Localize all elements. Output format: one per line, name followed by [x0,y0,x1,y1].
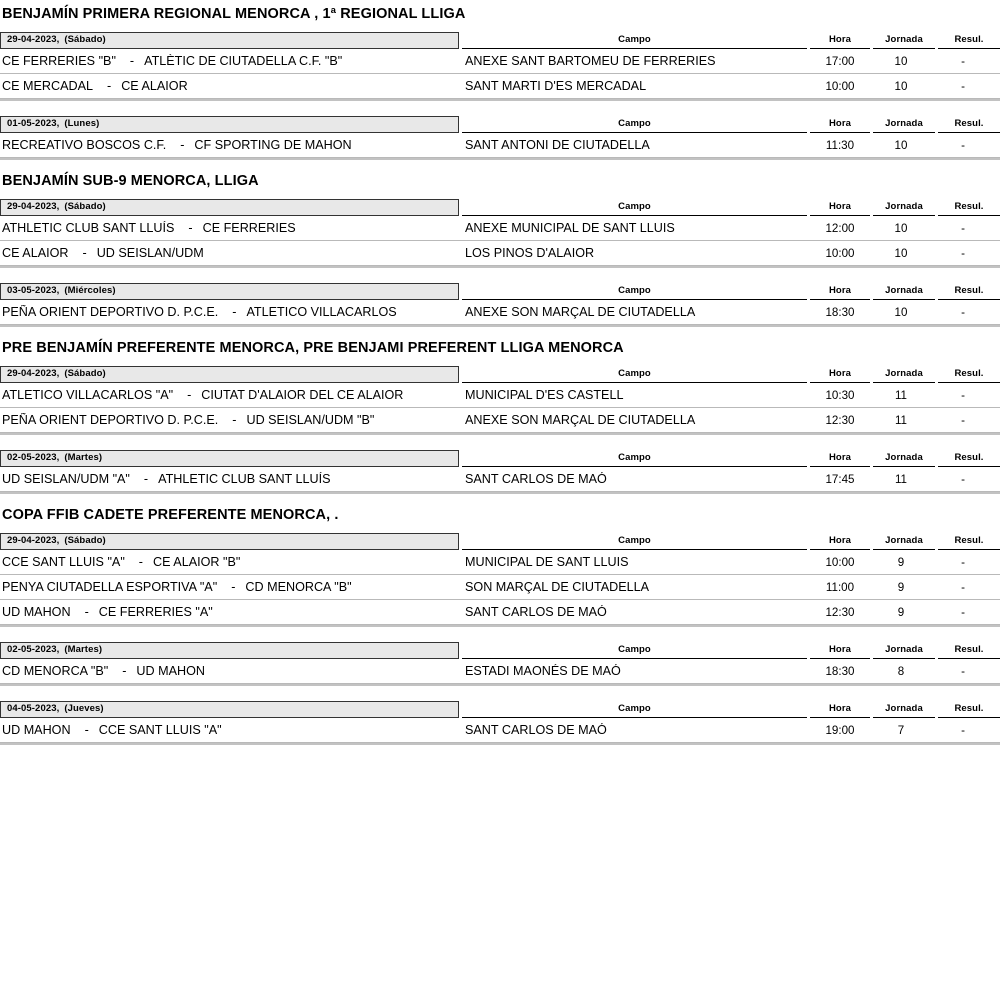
home-team: RECREATIVO BOSCOS C.F. [2,138,167,152]
table-row [0,241,1000,266]
match-venue-cell: ANEXE SON MARÇAL DE CIUTADELLA [465,305,696,319]
table-row [0,216,1000,241]
date-text: 29-04-2023, [7,368,60,379]
date-box [0,701,459,718]
versus-separator: - [231,580,236,594]
column-headers [459,32,1000,49]
home-team: ATHLETIC CLUB SANT LLUÍS [2,221,175,235]
competition-section [0,495,1000,746]
day-group [0,641,1000,687]
match-teams-cell [0,723,462,737]
day-group [0,365,1000,436]
match-time-cell: 10:30 [825,388,855,402]
weekday-text: (Miércoles) [64,285,116,296]
match-time-cell: 12:00 [825,221,855,235]
column-header-jornada: Jornada [873,283,935,300]
day-header-row [0,115,1000,133]
match-time-cell: 12:30 [825,413,855,427]
versus-separator: - [232,305,237,319]
match-time-cell: 18:30 [825,664,855,678]
match-time-cell: 17:45 [825,472,855,486]
match-result-cell: - [961,388,965,402]
match-result-cell: - [961,79,965,93]
column-header-jornada: Jornada [873,199,935,216]
away-team: CE ALAIOR [121,79,188,93]
match-time-cell: 11:00 [825,580,855,594]
versus-separator: - [187,388,192,402]
spacer [0,269,1000,282]
column-header-resultado: Resul. [938,32,1000,49]
date-text: 01-05-2023, [7,118,60,129]
match-venue-cell: SANT ANTONI DE CIUTADELLA [465,138,650,152]
column-header-jornada: Jornada [873,701,935,718]
match-teams-cell [0,580,462,594]
match-teams-cell [0,605,462,619]
date-text: 03-05-2023, [7,285,60,296]
weekday-text: (Lunes) [64,118,100,129]
match-teams-cell [0,664,462,678]
home-team: CCE SANT LLUIS "A" [2,555,125,569]
column-header-jornada: Jornada [873,642,935,659]
match-teams-cell [0,472,462,486]
match-matchday-cell: 9 [897,605,905,619]
home-team: PEÑA ORIENT DEPORTIVO D. P.C.E. [2,413,219,427]
match-teams-cell [0,246,462,260]
table-row [0,575,1000,600]
match-venue-cell: MUNICIPAL DE SANT LLUIS [465,555,629,569]
day-header-row [0,31,1000,49]
match-matchday-cell: 10 [894,221,908,235]
date-box [0,199,459,216]
group-bottom-divider [0,325,1000,328]
column-header-hora: Hora [810,199,870,216]
match-teams-cell [0,79,462,93]
away-team: CIUTAT D'ALAIOR DEL CE ALAIOR [201,388,404,402]
match-teams-cell [0,138,462,152]
match-result-cell: - [961,580,965,594]
match-result-cell: - [961,305,965,319]
date-box [0,116,459,133]
match-teams-cell [0,413,462,427]
weekday-text: (Sábado) [64,368,106,379]
column-header-resultado: Resul. [938,450,1000,467]
competition-section [0,161,1000,328]
competition-title: PRE BENJAMÍN PREFERENTE MENORCA, PRE BENJAMI PREFERENT LLIGA MENORCA [2,340,624,356]
match-venue-cell: SANT CARLOS DE MAÓ [465,723,607,737]
match-matchday-cell: 11 [894,472,908,486]
day-group [0,198,1000,269]
match-matchday-cell: 9 [897,580,905,594]
versus-separator: - [84,723,89,737]
table-row [0,408,1000,433]
competition-title: BENJAMÍN SUB-9 MENORCA, LLIGA [2,173,259,189]
match-matchday-cell: 10 [894,246,908,260]
group-bottom-divider [0,266,1000,269]
group-bottom-divider [0,433,1000,436]
home-team: UD MAHON [2,605,71,619]
table-row [0,74,1000,99]
spacer [0,191,1000,198]
column-header-hora: Hora [810,366,870,383]
match-venue-cell: SANT CARLOS DE MAÓ [465,472,607,486]
match-matchday-cell: 10 [894,79,908,93]
group-bottom-divider [0,99,1000,102]
column-headers [459,450,1000,467]
match-teams-cell [0,221,462,235]
versus-separator: - [188,221,193,235]
column-header-hora: Hora [810,450,870,467]
date-box [0,642,459,659]
date-text: 04-05-2023, [7,703,60,714]
spacer [0,24,1000,31]
column-header-campo: Campo [462,32,807,49]
day-header-row [0,641,1000,659]
column-headers [459,283,1000,300]
column-headers [459,366,1000,383]
column-headers [459,116,1000,133]
versus-separator: - [106,79,112,93]
match-venue-cell: LOS PINOS D'ALAIOR [465,246,595,260]
column-header-campo: Campo [462,533,807,550]
column-header-campo: Campo [462,642,807,659]
versus-separator: - [82,246,87,260]
spacer [0,358,1000,365]
away-team: CE ALAIOR "B" [153,555,241,569]
weekday-text: (Sábado) [64,201,106,212]
match-matchday-cell: 9 [897,555,905,569]
column-header-jornada: Jornada [873,32,935,49]
match-time-cell: 19:00 [825,723,855,737]
column-header-jornada: Jornada [873,366,935,383]
group-bottom-divider [0,158,1000,161]
group-bottom-divider [0,625,1000,628]
table-row [0,659,1000,684]
match-teams-cell [0,54,462,68]
home-team: CD MENORCA "B" [2,664,109,678]
versus-separator: - [180,138,185,152]
spacer [0,687,1000,700]
table-row [0,467,1000,492]
match-matchday-cell: 11 [894,388,908,402]
home-team: CE MERCADAL [2,79,93,93]
match-venue-cell: ANEXE SON MARÇAL DE CIUTADELLA [465,413,696,427]
column-header-resultado: Resul. [938,642,1000,659]
match-matchday-cell: 10 [894,305,908,319]
column-header-campo: Campo [462,701,807,718]
match-venue-cell: MUNICIPAL D'ES CASTELL [465,388,624,402]
competition-title: BENJAMÍN PRIMERA REGIONAL MENORCA , 1ª REGIONAL LLIGA [2,6,466,22]
column-header-hora: Hora [810,701,870,718]
away-team: CE FERRERIES "A" [98,605,213,619]
table-row [0,718,1000,743]
match-result-cell: - [961,138,965,152]
date-box [0,32,459,49]
column-header-jornada: Jornada [873,116,935,133]
weekday-text: (Martes) [64,452,103,463]
day-header-row [0,282,1000,300]
weekday-text: (Sábado) [64,535,106,546]
match-venue-cell: ANEXE SANT BARTOMEU DE FERRERIES [465,54,716,68]
match-teams-cell [0,388,462,402]
match-result-cell: - [961,54,965,68]
day-group [0,700,1000,746]
versus-separator: - [122,664,127,678]
match-time-cell: 10:00 [825,555,855,569]
table-row [0,383,1000,408]
home-team: CE FERRERIES "B" [2,54,116,68]
column-headers [459,701,1000,718]
versus-separator: - [138,555,143,569]
away-team: CE FERRERIES [202,221,296,235]
group-bottom-divider [0,492,1000,495]
match-venue-cell: ESTADI MAONÉS DE MAÓ [465,664,621,678]
versus-separator: - [232,413,237,427]
match-venue-cell: ANEXE MUNICIPAL DE SANT LLUIS [465,221,675,235]
day-group [0,282,1000,328]
match-result-cell: - [961,246,965,260]
home-team: PEÑA ORIENT DEPORTIVO D. P.C.E. [2,305,219,319]
away-team: UD SEISLAN/UDM [96,246,204,260]
match-time-cell: 10:00 [825,79,855,93]
versus-separator: - [143,472,149,486]
table-row [0,550,1000,575]
column-header-campo: Campo [462,283,807,300]
column-header-hora: Hora [810,642,870,659]
match-venue-cell: SANT CARLOS DE MAÓ [465,605,607,619]
away-team: UD SEISLAN/UDM "B" [246,413,375,427]
date-box [0,283,459,300]
date-text: 02-05-2023, [7,452,60,463]
home-team: ATLETICO VILLACARLOS "A" [2,388,174,402]
weekday-text: (Jueves) [64,703,104,714]
date-text: 02-05-2023, [7,644,60,655]
match-result-cell: - [961,664,965,678]
competition-section [0,328,1000,495]
date-text: 29-04-2023, [7,34,60,45]
date-box [0,533,459,550]
match-matchday-cell: 10 [894,138,908,152]
table-row [0,49,1000,74]
day-header-row [0,365,1000,383]
spacer [0,161,1000,171]
date-text: 29-04-2023, [7,535,60,546]
column-header-resultado: Resul. [938,116,1000,133]
match-result-cell: - [961,413,965,427]
match-matchday-cell: 11 [894,413,908,427]
table-row [0,133,1000,158]
match-venue-cell: SON MARÇAL DE CIUTADELLA [465,580,650,594]
spacer [0,102,1000,115]
spacer [0,495,1000,505]
match-time-cell: 18:30 [825,305,855,319]
column-headers [459,642,1000,659]
column-headers [459,533,1000,550]
day-header-row [0,532,1000,550]
away-team: CCE SANT LLUIS "A" [98,723,222,737]
column-header-jornada: Jornada [873,533,935,550]
date-box [0,450,459,467]
competition-section [0,0,1000,161]
match-result-cell: - [961,555,965,569]
match-time-cell: 10:00 [825,246,855,260]
spacer [0,628,1000,641]
day-group [0,532,1000,628]
match-teams-cell [0,305,462,319]
match-matchday-cell: 7 [897,723,905,737]
match-result-cell: - [961,221,965,235]
group-bottom-divider [0,684,1000,687]
column-header-resultado: Resul. [938,701,1000,718]
match-result-cell: - [961,723,965,737]
versus-separator: - [129,54,135,68]
home-team: UD SEISLAN/UDM "A" [2,472,130,486]
column-header-resultado: Resul. [938,199,1000,216]
date-text: 29-04-2023, [7,201,60,212]
column-header-hora: Hora [810,116,870,133]
date-box [0,366,459,383]
home-team: PENYA CIUTADELLA ESPORTIVA "A" [2,580,218,594]
column-header-campo: Campo [462,450,807,467]
day-group [0,449,1000,495]
match-matchday-cell: 8 [897,664,905,678]
column-header-resultado: Resul. [938,366,1000,383]
column-header-campo: Campo [462,366,807,383]
match-result-cell: - [961,472,965,486]
day-group [0,115,1000,161]
away-team: CD MENORCA "B" [245,580,352,594]
match-time-cell: 17:00 [825,54,855,68]
match-venue-cell: SANT MARTI D'ES MERCADAL [465,79,647,93]
away-team: UD MAHON [136,664,205,678]
day-group [0,31,1000,102]
away-team: ATLÈTIC DE CIUTADELLA C.F. "B" [144,54,343,68]
day-header-row [0,449,1000,467]
table-row [0,600,1000,625]
away-team: CF SPORTING DE MAHON [194,138,352,152]
match-matchday-cell: 10 [894,54,908,68]
column-header-campo: Campo [462,199,807,216]
column-header-hora: Hora [810,32,870,49]
home-team: CE ALAIOR [2,246,69,260]
match-result-cell: - [961,605,965,619]
away-team: ATLETICO VILLACARLOS [246,305,397,319]
column-headers [459,199,1000,216]
spacer [0,525,1000,532]
versus-separator: - [84,605,89,619]
spacer [0,436,1000,449]
weekday-text: (Sábado) [64,34,106,45]
spacer [0,328,1000,338]
home-team: UD MAHON [2,723,71,737]
day-header-row [0,700,1000,718]
away-team: ATHLETIC CLUB SANT LLUÍS [158,472,331,486]
column-header-hora: Hora [810,533,870,550]
column-header-hora: Hora [810,283,870,300]
competition-title: COPA FFIB CADETE PREFERENTE MENORCA, . [2,507,339,523]
group-bottom-divider [0,743,1000,746]
column-header-campo: Campo [462,116,807,133]
weekday-text: (Martes) [64,644,103,655]
match-teams-cell [0,555,462,569]
day-header-row [0,198,1000,216]
column-header-resultado: Resul. [938,533,1000,550]
match-time-cell: 11:30 [825,138,855,152]
table-row [0,300,1000,325]
column-header-jornada: Jornada [873,450,935,467]
column-header-resultado: Resul. [938,283,1000,300]
match-time-cell: 12:30 [825,605,855,619]
